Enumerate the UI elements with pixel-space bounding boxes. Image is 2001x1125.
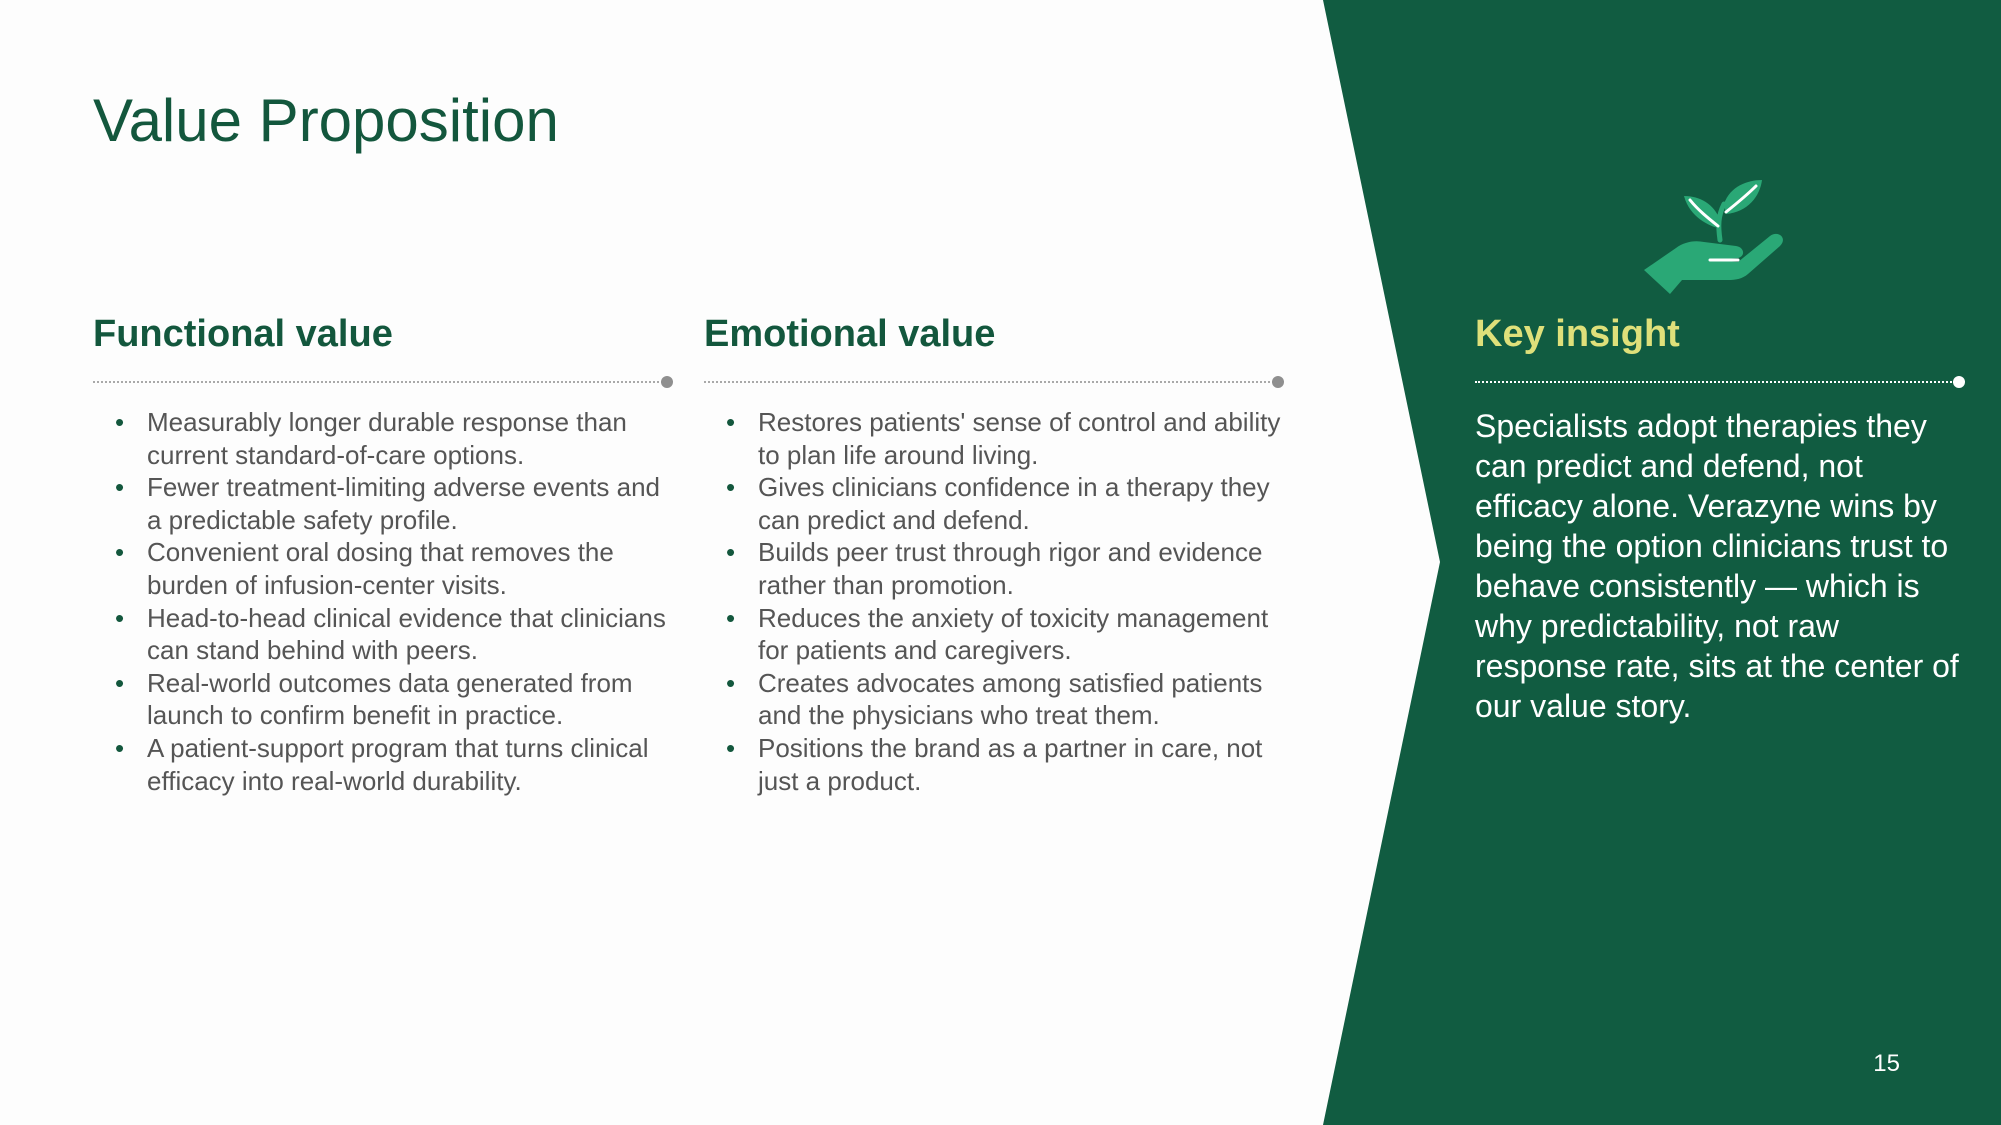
functional-value-heading: Functional value xyxy=(93,313,393,355)
list-item: • A patient-support program that turns clinical efficacy into real-world durability. xyxy=(115,732,649,796)
list-item: • Head-to-head clinical evidence that clinicians can stand behind with peers. xyxy=(115,602,666,666)
key-insight-column xyxy=(1475,310,1965,726)
key-insight-text: Specialists adopt therapies they can predict and defend, not efficacy alone. Verazyne wins by being the option clinicians trust to behave consistently — which is why predictability, not raw response rate, sits at the center of our value story. xyxy=(1475,408,1959,724)
list-item: • Builds peer trust through rigor and evidence rather than promotion. xyxy=(726,537,1263,600)
emotional-value-column xyxy=(704,310,1284,797)
list-item: • Gives clinicians confidence in a therapy they can predict and defend. xyxy=(726,472,1270,535)
slide-title: Value Proposition xyxy=(93,87,559,154)
emotional-value-list xyxy=(704,406,1284,797)
insight-divider xyxy=(1475,376,1965,388)
list-item: • Creates advocates among satisfied patients and the physicians who treat them. xyxy=(726,667,1263,731)
list-item: • Real-world outcomes data generated from launch to confirm benefit in practice. xyxy=(115,667,633,731)
functional-divider xyxy=(93,376,673,388)
functional-value-list xyxy=(93,406,673,797)
emotional-value-heading: Emotional value xyxy=(704,313,996,355)
key-insight-heading: Key insight xyxy=(1475,313,1680,355)
list-item: • Fewer treatment-limiting adverse events and a predictable safety profile. xyxy=(115,472,661,535)
list-item: • Convenient oral dosing that removes the burden of infusion-center visits. xyxy=(115,537,614,600)
emotional-divider xyxy=(704,376,1284,388)
hand-with-sprout-icon xyxy=(1640,178,1790,298)
list-item: • Reduces the anxiety of toxicity management for patients and caregivers. xyxy=(726,602,1269,666)
functional-value-column xyxy=(93,310,673,797)
page-number: 15 xyxy=(1873,1050,1900,1077)
list-item: • Measurably longer durable response than current standard-of-care options. xyxy=(115,407,627,470)
list-item: • Restores patients' sense of control and ability to plan life around living. xyxy=(726,407,1281,470)
list-item: • Positions the brand as a partner in care, not just a product. xyxy=(726,732,1263,796)
